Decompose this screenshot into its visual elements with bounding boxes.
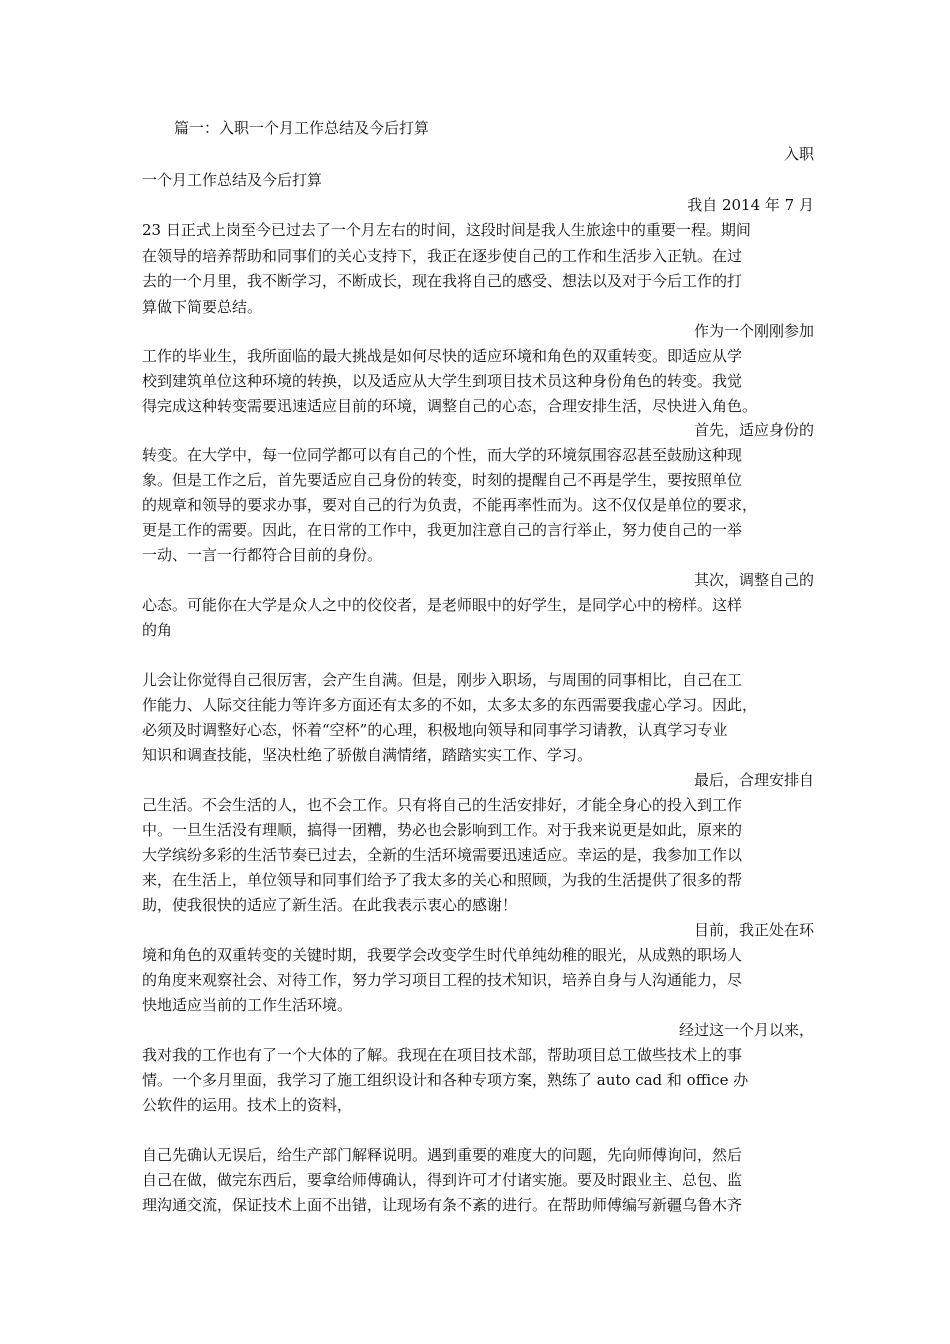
text-line: 公软件的运用。技术上的资料， [142,1096,353,1114]
text-line: 自己在做，做完东西后，要拿给师傅确认，得到许可才付诸实施。要及时跟业主、总包、监 [142,1171,743,1189]
text-line: 快地适应当前的工作生活环境。 [142,996,353,1014]
text-line: 的规章和领导的要求办事，要对自己的行为负责，不能再率性而为。这不仅仅是单位的要求， [142,496,758,514]
text-line: 入职 [783,145,814,163]
text-line: 更是工作的需要。因此，在日常的工作中，我更加注意自己的言行举止，努力使自己的一举 [142,521,743,539]
text-line: 工作的毕业生，我所面临的最大挑战是如何尽快的适应环境和角色的双重转变。即适应从学 [142,347,743,365]
text-line: 心态。可能你在大学是众人之中的佼佼者，是老师眼中的好学生，是同学心中的榜样。这样 [142,596,743,614]
text-line: 在领导的培养帮助和同事们的关心支持下，我正在逐步使自己的工作和生活步入正轨。在过 [142,247,743,265]
text-line: 算做下简要总结。 [142,298,263,316]
text-line: 知识和调查技能，坚决杜绝了骄傲自满情绪，踏踏实实工作、学习。 [142,746,593,764]
text-line: 自己先确认无误后，给生产部门解释说明。遇到重要的难度大的问题，先向师傅询问，然后 [142,1146,743,1164]
text-line: 的角度来观察社会、对待工作，努力学习项目工程的技术知识，培养自身与人沟通能力，尽 [142,971,743,989]
text-line: 去的一个月里，我不断学习，不断成长，现在我将自己的感受、想法以及对于今后工作的打 [142,272,743,290]
text-line: 23 日正式上岗至今已过去了一个月左右的时间，这段时间是我人生旅途中的重要一程。期间 [142,221,751,239]
text-line: 的角 [142,621,173,639]
text-line: 其次，调整自己的 [693,571,814,589]
text-line: 理沟通交流，保证技术上面不出错，让现场有条不紊的进行。在帮助师傅编写新疆乌鲁木齐 [142,1196,743,1214]
text-line: 助，使我很快的适应了新生活。在此我表示衷心的感谢！ [142,896,518,914]
text-line: 目前，我正处在环 [693,921,814,939]
text-line: 首先，适应身份的 [693,421,814,439]
text-line: 儿会让你觉得自己很厉害，会产生自满。但是，刚步入职场，与周围的同事相比，自己在工 [142,671,743,689]
document-title: 篇一：入职一个月工作总结及今后打算 [174,119,430,137]
text-line: 经过这一个月以来， [678,1021,814,1039]
text-line: 情。一个多月里面，我学习了施工组织设计和各种专项方案，熟练了 auto cad 和 office 办 [142,1071,749,1089]
text-line: 一个月工作总结及今后打算 [142,171,323,189]
text-line: 作为一个刚刚参加 [693,322,814,340]
text-line: 中。一旦生活没有理顺，搞得一团糟，势必也会影响到工作。对于我来说更是如此，原来的 [142,821,743,839]
text-line: 最后，合理安排自 [693,771,814,789]
text-line: 校到建筑单位这种环境的转换，以及适应从大学生到项目技术员这种身份角色的转变。我觉 [142,372,743,390]
text-line: 大学缤纷多彩的生活节奏已过去，全新的生活环境需要迅速适应。幸运的是，我参加工作以 [142,846,743,864]
text-line: 我对我的工作也有了一个大体的了解。我现在在项目技术部，帮助项目总工做些技术上的事 [142,1046,743,1064]
text-line: 转变。在大学中，每一位同学都可以有自己的个性，而大学的环境氛围容忍甚至鼓励这种现 [142,446,743,464]
text-line: 作能力、人际交往能力等许多方面还有太多的不如，太多太多的东西需要我虚心学习。因此， [142,696,758,714]
text-line: 一动、一言一行都符合目前的身份。 [142,546,383,564]
text-line: 必须及时调整好心态，怀着“空杯”的心理，积极地向领导和同事学习请教，认真学习专业 [142,721,728,739]
text-line: 己生活。不会生活的人，也不会工作。只有将自己的生活安排好，才能全身心的投入到工作 [142,796,743,814]
text-line: 境和角色的双重转变的关键时期，我要学会改变学生时代单纯幼稚的眼光，从成熟的职场人 [142,946,743,964]
text-line: 象。但是工作之后，首先要适应自己身份的转变，时刻的提醒自己不再是学生，要按照单位 [142,471,743,489]
text-line: 来，在生活上，单位领导和同事们给予了我太多的关心和照顾，为我的生活提供了很多的帮 [142,871,743,889]
text-line: 得完成这种转变需要迅速适应目前的环境，调整自己的心态，合理安排生活，尽快进入角色。 [142,397,758,415]
text-line: 我自 2014 年 7 月 [687,196,814,214]
